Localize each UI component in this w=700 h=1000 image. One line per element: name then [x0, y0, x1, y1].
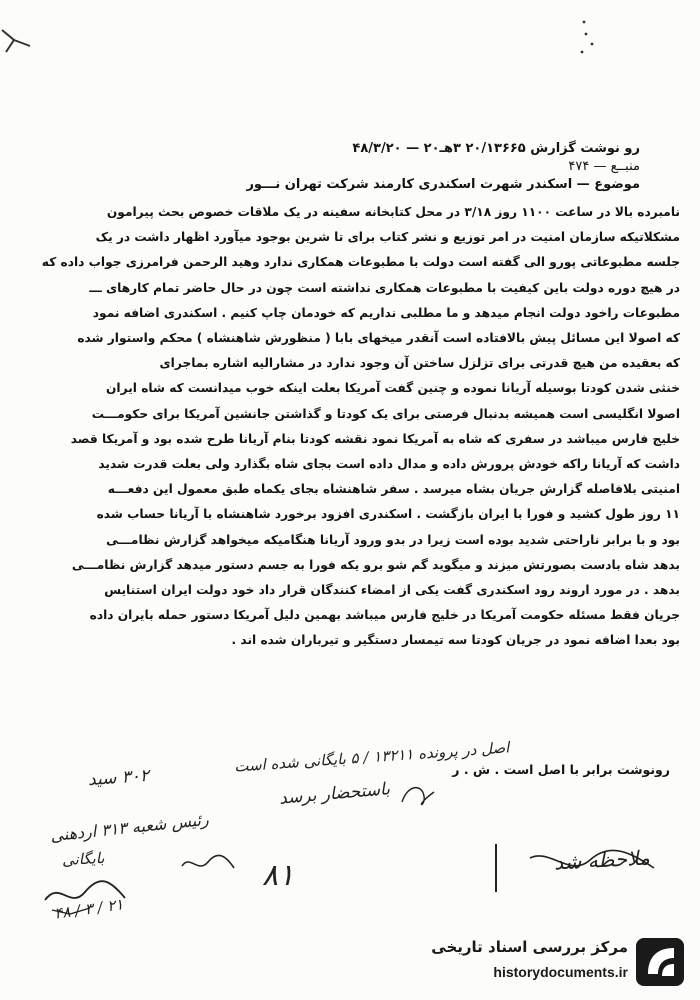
report-source: منبــع — ۴۷۴ — [568, 159, 640, 174]
text-line: که بعقیده من هیچ قدرتی برای تزلزل ساختن آن وجود ندارد در مشارالیه اشاره بماجرای — [159, 356, 680, 371]
document-body — [30, 140, 680, 654]
text-line: اصولا انگلیسی است همیشه بدنبال فرصتی برای یک کودتا و گذاشتن جانشین آمریکا برای حکومـــت — [91, 406, 680, 421]
archive-url[interactable]: historydocuments.ir — [493, 964, 628, 980]
text-line: داشت که آریانا راکه خودش پرورش داده و مدال داده است بجای شاه بگذارد ولی بعلت قدرت شدید — [98, 457, 680, 472]
text-line: مطبوعات راخود دولت انجام میدهد و ما مطلبی نداریم که خودمان چاپ کنیم . اسکندری اضافه نمود — [92, 305, 680, 320]
text-line: جریان فقط مسئله حکومت آمریکا در خلیج فارس میباشد بهمین دلیل آمریکا دستور حمله بایران داده — [89, 608, 680, 623]
scan-edge-mark — [0, 22, 40, 62]
initials-scribble — [178, 848, 238, 878]
handwritten-filing-note: اصل در پرونده ۱۳۲۱۱ / ۵ بایگانی شده است — [234, 738, 511, 776]
archive-logo-icon — [634, 936, 686, 988]
handwritten-number: ۳۰۲ سید — [87, 765, 150, 791]
signature-swirl — [398, 780, 438, 810]
text-line: که اصولا این مسائل پیش بالافتاده است آنقدر میخهای بابا ( منظورش شاهنشاه ) محکم واستوار شده — [77, 331, 680, 346]
handwritten-section-head: رئیس شعبه ۳۱۳ اردهنی — [49, 809, 210, 846]
text-line: خنثی شدن کودتا بوسیله آریانا نموده و چنین گفت آمریکا بعلت اینکه خوب میدانست که شاه ایران — [106, 381, 680, 396]
handwritten-instruction: باستحضار برسد — [278, 779, 391, 809]
copy-certification: رونوشت برابر با اصل است . ش . ر — [452, 762, 670, 777]
handwritten-observed: ملاحظه شد — [553, 845, 651, 875]
text-line: بدهد شاه بادست بصورتش میزند و میگوید گم شو برو یکه فورا به جسم دستور میدهد گزارش نظامـــی — [71, 557, 680, 572]
text-line: امنیتی بلافاصله گزارش جریان بشاه میرسد . سفر شاهنشاه بجای یکماه طبق معمول این دفعـــه — [107, 482, 680, 497]
report-text — [30, 200, 680, 654]
text-line: جلسه مطبوعاتی پورو الی گفته است دولت با مطبوعات همکاری ندارد وهید الرحمن فرامرزی جواب داده که — [41, 255, 680, 270]
handwritten-date: ۲۱ / ۳ / ۴۸ — [53, 895, 125, 923]
text-line: خلیج فارس میباشد در سفری که شاه به آمریکا نمود نقشه کودتا بنام آریانا طرح شده بود و آمریکا قصد — [70, 431, 680, 446]
signature-box-bracket — [490, 838, 660, 898]
report-copy-number: رو نوشت گزارش ۲۰/۱۳۶۶۵ ۳هـ۲۰ — ۴۸/۳/۲۰ — [352, 141, 640, 156]
text-line: بود بعدا اضافه نمود در جریان کودتا سه تیمسار دستگیر و تیرباران شده اند . — [231, 633, 680, 648]
text-line: مشکلاتیکه سازمان امنیت در امر توزیع و نشر کتاب برای تا شرین بوجود میآورد اظهار داشت در یک — [95, 230, 680, 245]
signature-scribble — [40, 870, 130, 923]
archive-title: مرکز بررسی اسناد تاریخی — [431, 938, 628, 956]
handwritten-page-number: ۸۱ — [262, 858, 295, 893]
punch-dots — [578, 18, 602, 58]
text-line: در هیچ دوره دولت باین کیفیت با مطبوعات همکاری نداشته است چون در حال حاضر تمام کارهای ـــ — [89, 280, 680, 295]
handwritten-archive: بایگانی — [61, 848, 105, 870]
report-subject: موضوع — اسکندر شهرت اسکندری کارمند شرکت تهران نـــور — [246, 177, 640, 192]
text-line: ۱۱ روز طول کشید و فورا با ایران بازگشت . اسکندری افزود برخورد شاهنشاه با آریانا حساب شده — [96, 507, 680, 522]
archive-footer — [420, 930, 690, 992]
text-line: بدهد . در مورد اروند رود اسکندری گفت یکی از امضاء کنندگان قرار داد خود دولت ایران استنایس — [104, 583, 680, 598]
text-line: بود و با برابر ناراحتی شدید بوده است زیرا در بدو ورود آریانا هنگامیکه میخواهد گزارش نظامـــی — [106, 532, 680, 547]
text-line: نامبرده بالا در ساعت ۱۱۰۰ روز ۳/۱۸ در محل کتابخانه سفینه در یک ملاقات خصوص بحث پیرامون — [106, 205, 680, 219]
